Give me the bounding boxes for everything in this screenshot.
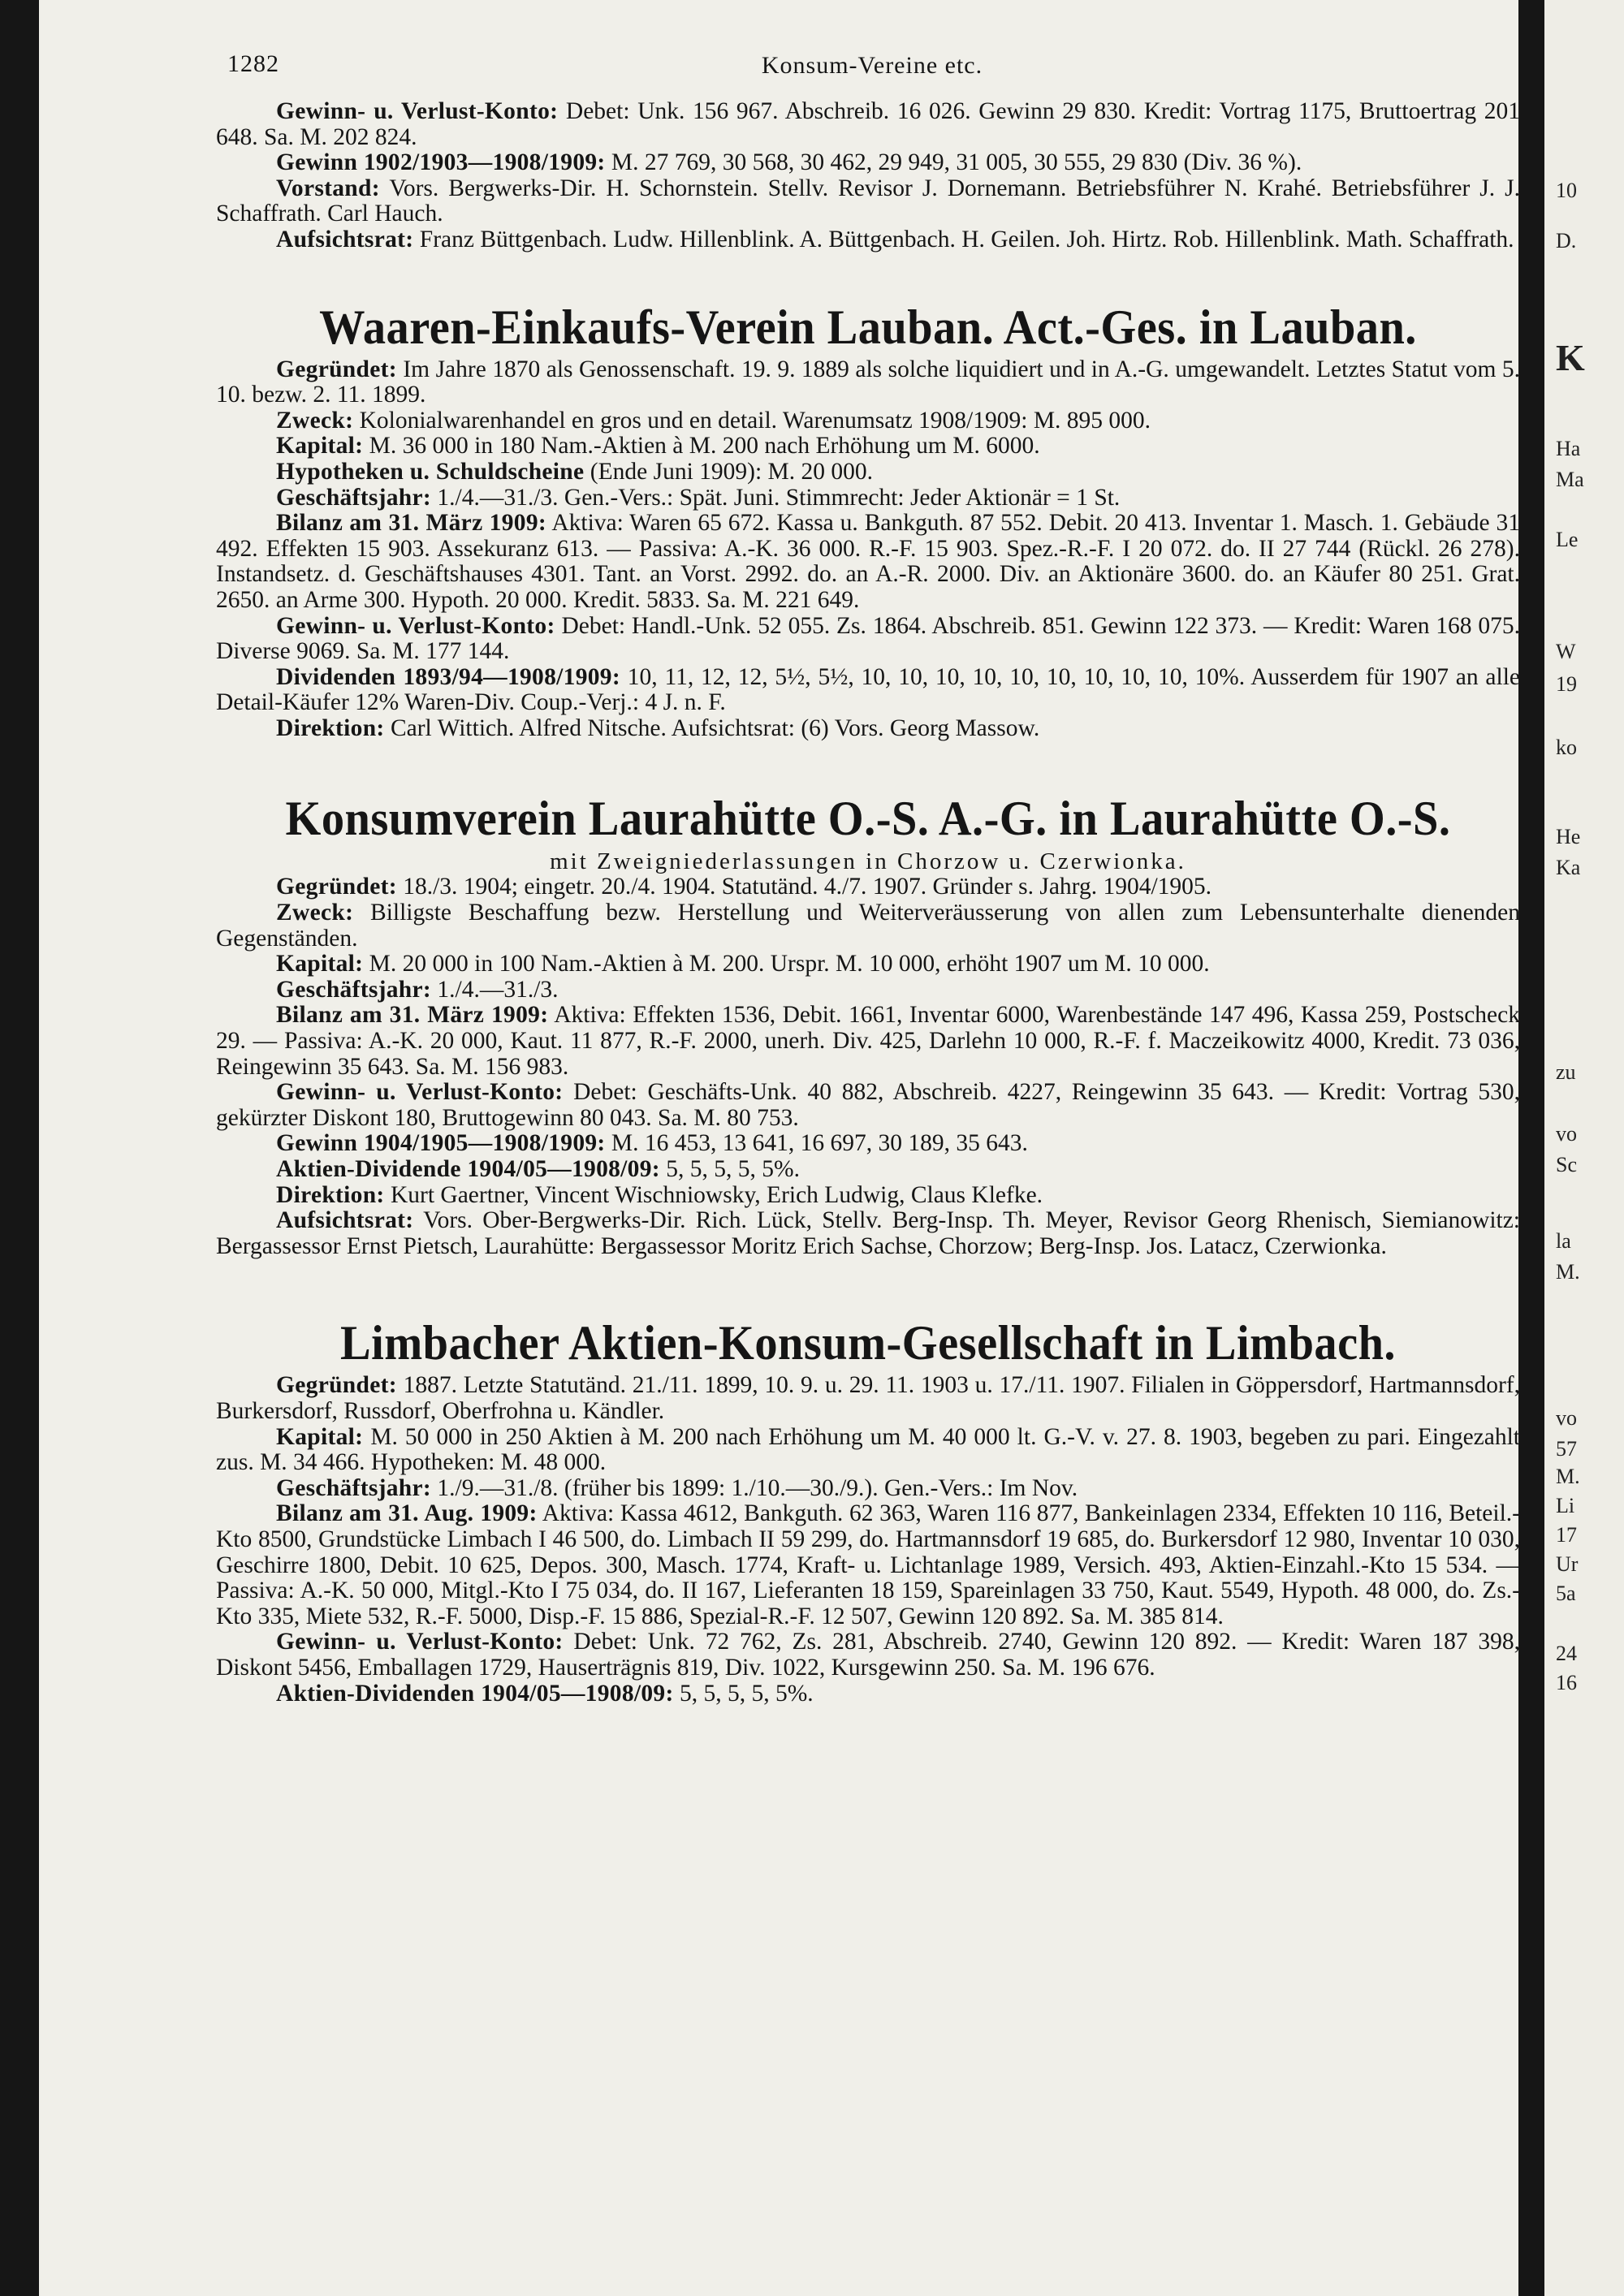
entry-paragraph xyxy=(216,1003,1520,1080)
entry-label: Kapital: xyxy=(276,951,364,978)
margin-fragment: K xyxy=(1556,337,1585,378)
entry-text: 5, 5, 5, 5, 5%. xyxy=(679,1680,814,1707)
margin-fragment: W xyxy=(1556,640,1576,663)
entry-text: M. 27 769, 30 568, 30 462, 29 949, 31 005, 30 555, 29 830 (Div. 36 %). xyxy=(611,149,1302,176)
entry-label: Aktien-Dividenden 1904/05—1908/09: xyxy=(276,1680,674,1707)
margin-fragment: D. xyxy=(1556,229,1577,252)
margin-fragment: M. xyxy=(1556,1260,1580,1284)
entry-paragraph xyxy=(216,1681,1520,1707)
company-title: Limbacher Aktien-Konsum-Gesellschaft in Limbach. xyxy=(340,1316,1396,1370)
entry-paragraph xyxy=(216,357,1520,408)
entry-paragraph xyxy=(216,952,1520,978)
margin-fragment: 17 xyxy=(1556,1523,1577,1547)
entry-text: Vors. Ober-Bergwerks-Dir. Rich. Lück, Stellv. Berg-Insp. Th. Meyer, Revisor Georg Rhenisch, Siemianowitz: Bergassessor Ernst Pietsch, Laurahütte: Bergassessor Moritz Erich Sachse, Chorzow; Berg-Insp. Jos. Latacz, Czerwionka. xyxy=(216,1207,1521,1259)
margin-fragment: He xyxy=(1556,825,1581,848)
entry-text: 5, 5, 5, 5, 5%. xyxy=(666,1156,800,1182)
entry-paragraph xyxy=(216,460,1520,486)
entry-text: Debet: Unk. 156 967. Abschreib. 16 026. Gewinn 29 830. Kredit: Vortrag 1175, Bruttoertrag 201 648. Sa. M. 202 824. xyxy=(216,98,1520,150)
entry-text: Kolonialwarenhandel en gros und en detail. Warenumsatz 1908/1909: M. 895 000. xyxy=(359,407,1151,434)
margin-fragment: 24 xyxy=(1556,1642,1577,1665)
margin-fragment: la xyxy=(1556,1229,1571,1253)
margin-fragment: Sc xyxy=(1556,1153,1577,1176)
entry-paragraph xyxy=(216,486,1520,511)
entry-text: M. 16 453, 13 641, 16 697, 30 189, 35 643. xyxy=(611,1130,1028,1157)
entry-label: Gewinn- u. Verlust-Konto: xyxy=(276,1629,564,1655)
entry-paragraph xyxy=(216,150,1520,176)
book-page xyxy=(39,0,1521,2296)
entry-paragraph xyxy=(216,176,1520,227)
entry-text: M. 50 000 in 250 Aktien à M. 200 nach Erhöhung um M. 40 000 lt. G.-V. v. 27. 8. 1903, begeben zu pari. Eingezahlt zus. M. 34 466. Hypotheken: M. 48 000. xyxy=(216,1423,1520,1476)
margin-fragment: Ur xyxy=(1556,1552,1579,1576)
entry-text: 1./4.—31./3. xyxy=(437,976,559,1003)
margin-fragment: 5a xyxy=(1556,1582,1576,1605)
entry-label: Vorstand: xyxy=(276,175,380,201)
entry-label: Hypotheken u. Schuldscheine xyxy=(276,458,585,485)
entry-label: Dividenden 1893/94—1908/1909: xyxy=(276,663,620,690)
entry-label: Direktion: xyxy=(276,714,385,741)
entry-label: Gewinn- u. Verlust-Konto: xyxy=(276,1079,564,1106)
entry-text: Debet: Geschäfts-Unk. 40 882, Abschreib. 4227, Reingewinn 35 643. — Kredit: Vortrag 530, gekürzter Diskont 180, Bruttogewinn 80 043. Sa. M. 80 753. xyxy=(216,1079,1521,1131)
entry-label: Gewinn 1904/1905—1908/1909: xyxy=(276,1130,606,1157)
entry-paragraph xyxy=(216,99,1520,150)
margin-fragment: 19 xyxy=(1556,672,1577,696)
entry-label: Aufsichtsrat: xyxy=(276,1207,414,1234)
entry-paragraph xyxy=(216,614,1520,665)
entry-label: Gewinn 1902/1903—1908/1909: xyxy=(276,149,606,176)
entry-paragraph xyxy=(216,1157,1520,1183)
entry-paragraph xyxy=(216,1373,1520,1424)
margin-fragment: 57 xyxy=(1556,1437,1577,1461)
margin-fragment: zu xyxy=(1556,1060,1576,1084)
entry-paragraph xyxy=(216,1629,1520,1681)
entry-label: Aktien-Dividende 1904/05—1908/09: xyxy=(276,1156,660,1182)
entry-text: 1887. Letzte Statutänd. 21./11. 1899, 10. 9. u. 29. 11. 1903 u. 17./11. 1907. Filialen in Göppersdorf, Hartmannsdorf, Burkersdorf, Russdorf, Oberfrohna u. Kändler. xyxy=(216,1372,1520,1424)
entry-text: 1./9.—31./8. (früher bis 1899: 1./10.—30./9.). Gen.-Vers.: Im Nov. xyxy=(437,1474,1078,1501)
section-lauban xyxy=(216,297,1520,742)
entry-paragraph xyxy=(216,1208,1520,1259)
entry-text: Kurt Gaertner, Vincent Wischniowsky, Erich Ludwig, Claus Klefke. xyxy=(390,1181,1043,1208)
company-subtitle: mit Zweigniederlassungen in Chorzow u. Czerwionka. xyxy=(550,848,1186,875)
entry-text: M. 36 000 in 180 Nam.-Aktien à M. 200 nach Erhöhung um M. 6000. xyxy=(369,433,1040,460)
entry-text: (Ende Juni 1909): M. 20 000. xyxy=(590,458,874,485)
entry-text: M. 20 000 in 100 Nam.-Aktien à M. 200. Urspr. M. 10 000, erhöht 1907 um M. 10 000. xyxy=(369,951,1210,978)
entry-text: 1./4.—31./3. Gen.-Vers.: Spät. Juni. Stimmrecht: Jeder Aktionär = 1 St. xyxy=(437,484,1121,511)
entry-label: Gewinn- u. Verlust-Konto: xyxy=(276,612,555,639)
margin-fragment: vo xyxy=(1556,1406,1577,1430)
margin-fragment: 16 xyxy=(1556,1671,1577,1694)
margin-fragment: Ma xyxy=(1556,468,1584,491)
margin-fragment: Ha xyxy=(1556,437,1581,460)
entry-label: Kapital: xyxy=(276,1423,364,1450)
margin-fragment: Li xyxy=(1556,1494,1575,1517)
entry-label: Bilanz am 31. März 1909: xyxy=(276,1002,549,1029)
entry-label: Geschäftsjahr: xyxy=(276,1474,431,1501)
entry-text: Debet: Unk. 72 762, Zs. 281, Abschreib. 2740, Gewinn 120 892. — Kredit: Waren 187 398, Diskont 5456, Emballagen 1729, Hauserträgnis 819, Div. 1022, Kursgewinn 250. Sa. M. 196 676. xyxy=(216,1629,1520,1681)
entry-paragraph xyxy=(216,408,1520,434)
entry-label: Gegründet: xyxy=(276,1372,397,1399)
margin-fragment: M. xyxy=(1556,1465,1580,1488)
entry-label: Geschäftsjahr: xyxy=(276,976,431,1003)
running-title: Konsum-Vereine etc. xyxy=(761,52,983,79)
entry-paragraph xyxy=(216,227,1520,253)
entry-text: 18./3. 1904; eingetr. 20./4. 1904. Statutänd. 4./7. 1907. Gründer s. Jahrg. 1904/1905. xyxy=(403,874,1212,900)
entry-paragraph xyxy=(216,434,1520,460)
page-number: 1282 xyxy=(227,50,279,77)
entry-text: Vors. Bergwerks-Dir. H. Schornstein. Stellv. Revisor J. Dornemann. Betriebsführer N. Krahé. Betriebsführer J. J. Schaffrath. Carl Hauch. xyxy=(216,175,1520,227)
margin-fragment: 10 xyxy=(1556,179,1577,202)
entry-paragraph xyxy=(216,1425,1520,1476)
entry-label: Geschäftsjahr: xyxy=(276,484,431,511)
entry-text: 10, 11, 12, 12, 5½, 5½, 10, 10, 10, 10, 10, 10, 10, 10, 10, 10%. Ausserdem für 1907 an alle Detail-Käufer 12% Waren-Div. Coup.-Verj.: 4 J. n. F. xyxy=(216,663,1520,716)
entry-paragraph xyxy=(216,1476,1520,1502)
entry-label: Zweck: xyxy=(276,407,354,434)
entry-label: Bilanz am 31. Aug. 1909: xyxy=(276,1500,538,1527)
entry-paragraph xyxy=(216,900,1520,952)
entry-label: Direktion: xyxy=(276,1181,385,1208)
entry-label: Aufsichtsrat: xyxy=(276,226,414,252)
margin-fragment: Ka xyxy=(1556,856,1581,879)
section-laurahuette xyxy=(216,788,1520,1259)
page-header xyxy=(227,50,1517,83)
entry-label: Gewinn- u. Verlust-Konto: xyxy=(276,98,559,124)
entry-text: Carl Wittich. Alfred Nitsche. Aufsichtsrat: (6) Vors. Georg Massow. xyxy=(390,714,1040,741)
entry-text: Aktiva: Waren 65 672. Kassa u. Bankguth. 87 552. Debit. 20 413. Inventar 1. Masch. 1. Gebäude 31 492. Effekten 15 903. Assekuranz 613. — Passiva: A.-K. 36 000. R.-F. 15 903. Spez.-R.-F. I 20 072. do. II 27 744 (Rückl. 26 278). Instandsetz. d. Geschäftshauses 4301. Tant. an Vorst. 2992. do. an A.-R. 2000. Div. an Aktionäre 3600. do. an Käufer 80 251. Grat. 2650. an Arme 300. Hypoth. 20 000. Kredit. 5833. Sa. M. 221 649. xyxy=(216,510,1520,613)
entry-paragraph xyxy=(216,1183,1520,1209)
section-limbach xyxy=(216,1313,1520,1707)
company-title: Waaren-Einkaufs-Verein Lauban. Act.-Ges. in Lauban. xyxy=(319,300,1417,354)
entry-text: Aktiva: Kassa 4612, Bankguth. 62 363, Waren 116 877, Bankeinlagen 2334, Effekten 10 116, Beteil.-Kto 8500, Grundstücke Limbach I 46 500, do. Limbach II 59 299, do. Hartmannsdorf 19 685, do. Burkersdorf 12 980, Inventar 10 030, Geschirre 1800, Debit. 10 625, Depos. 300, Masch. 1774, Kraft- u. Lichtanlage 1989, Versich. 493, Aktien-Einzahl.-Kto 15 534. — Passiva: A.-K. 50 000, Mitgl.-Kto I 75 034, do. II 167, Lieferanten 18 159, Spareinlagen 33 750, Kaut. 5549, Hypoth. 48 000, do. Zs.-Kto 335, Miete 532, R.-F. 5000, Disp.-F. 15 886, Spezial-R.-F. 12 507, Gewinn 120 892. Sa. M. 385 814. xyxy=(216,1500,1520,1629)
entry-text: Debet: Handl.-Unk. 52 055. Zs. 1864. Abschreib. 851. Gewinn 122 373. — Kredit: Waren 168 075. Diverse 9069. Sa. M. 177 144. xyxy=(216,612,1520,665)
company-title: Konsumverein Laurahütte O.-S. A.-G. in Laurahütte O.-S. xyxy=(285,792,1451,846)
entry-paragraph xyxy=(216,511,1520,613)
entry-label: Kapital: xyxy=(276,433,364,460)
entry-text: Aktiva: Effekten 1536, Debit. 1661, Inventar 6000, Warenbestände 147 496, Kassa 259, Postscheck 29. — Passiva: A.-K. 20 000, Kaut. 11 877, R.-F. 2000, unerh. Div. 425, Darlehn 10 000, R.-F. f. Maczeikowitz 4000, Kredit. 73 036, Reingewinn 35 643. Sa. M. 156 983. xyxy=(216,1002,1520,1080)
section-continuation xyxy=(216,99,1520,253)
entry-paragraph xyxy=(216,978,1520,1003)
entry-label: Zweck: xyxy=(276,900,354,926)
margin-fragment: vo xyxy=(1556,1122,1577,1146)
entry-paragraph xyxy=(216,874,1520,900)
page-content xyxy=(216,99,1520,1707)
entry-label: Gegründet: xyxy=(276,356,397,382)
entry-text: Franz Büttgenbach. Ludw. Hillenblink. A. Büttgenbach. H. Geilen. Joh. Hirtz. Rob. Hillenblink. Math. Schaffrath. xyxy=(419,226,1514,252)
next-page-edge xyxy=(1544,0,1624,2296)
entry-text: Billigste Beschaffung bezw. Herstellung und Weiterveräusserung von allen zum Lebensunterhalte dienenden Gegenständen. xyxy=(216,900,1520,952)
entry-text: Im Jahre 1870 als Genossenschaft. 19. 9. 1889 als solche liquidiert und in A.-G. umgewandelt. Letztes Statut vom 5. 10. bezw. 2. 11. 1899. xyxy=(216,356,1520,408)
margin-fragment: Le xyxy=(1556,528,1579,551)
entry-paragraph xyxy=(216,716,1520,742)
entry-paragraph xyxy=(216,1080,1520,1131)
entry-paragraph xyxy=(216,665,1520,716)
entry-label: Bilanz am 31. März 1909: xyxy=(276,510,547,537)
entry-label: Gegründet: xyxy=(276,874,397,900)
margin-fragment: ko xyxy=(1556,736,1577,759)
entry-paragraph xyxy=(216,1131,1520,1157)
entry-paragraph xyxy=(216,1501,1520,1629)
